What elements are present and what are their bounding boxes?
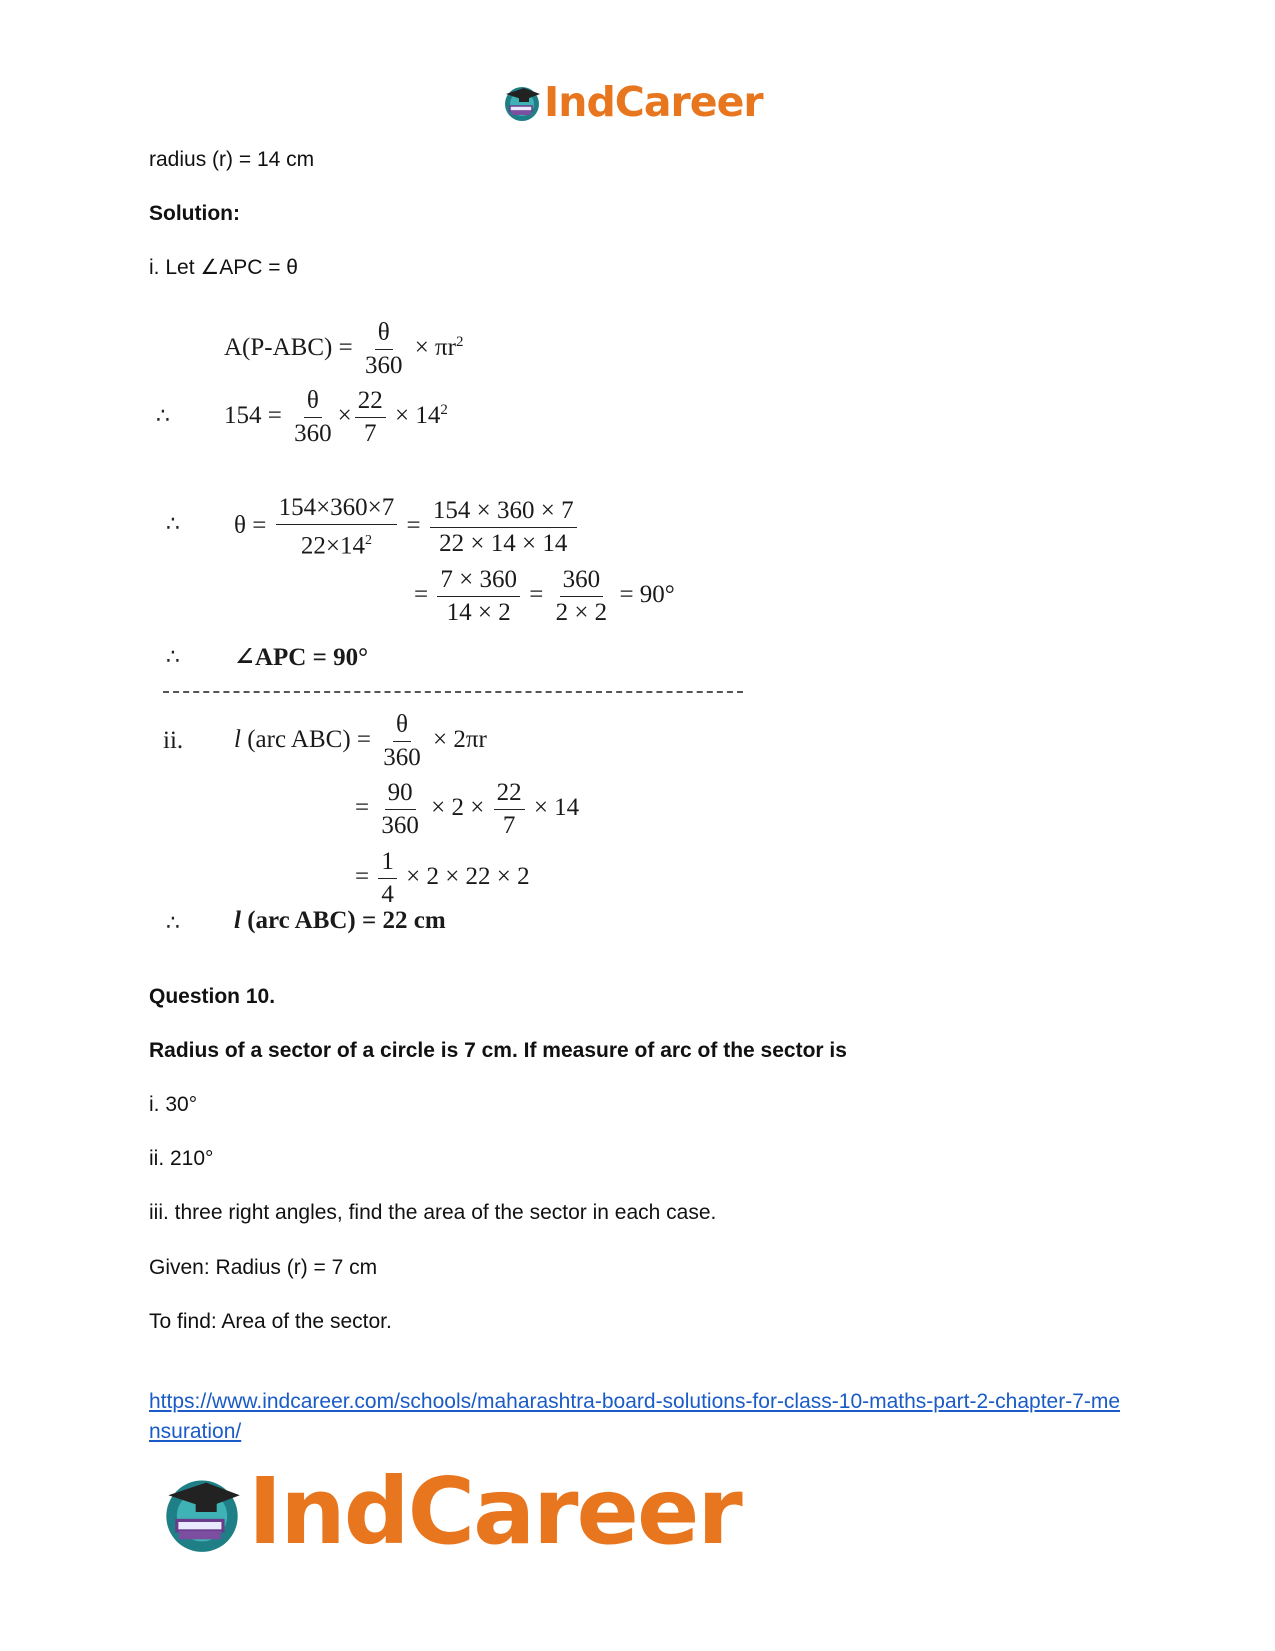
question-title: Question 10.: [149, 985, 276, 1008]
option-iii: iii. three right angles, find the area of the sector in each case.: [149, 1201, 717, 1224]
therefore-symbol: ∴: [166, 645, 180, 670]
source-link[interactable]: https://www.indcareer.com/schools/maharashtra-board-solutions-for-class-10-maths-part-2-chapter-7-mensuration/: [149, 1390, 1121, 1443]
fraction: $\frac{90}{360}$: [381, 779, 419, 839]
given-radius: radius (r) = 14 cm: [149, 148, 315, 171]
therefore-symbol: ∴: [166, 512, 180, 537]
logo-wordmark: IndCareer: [544, 78, 763, 126]
equation-substitution: 154 = $\frac{\theta}{360}$ × $\frac{22}{7}$ × $14^2$: [224, 387, 448, 447]
header-logo: [502, 78, 763, 126]
equation-theta-simplified: = $\frac{7 \times 360}{14 \times 2}$ = $\frac{360}{2 \times 2}$ = 90°: [414, 566, 675, 626]
graduation-cap-icon: [502, 82, 542, 122]
result-angle-apc: ∠APC = 90°: [234, 644, 369, 671]
footer-logo: [160, 1458, 741, 1565]
fraction: $\frac{7 \times 360}{14 \times 2}$: [437, 565, 520, 628]
equation-theta: θ = $\frac{154\times 360\times 7}{22\times 14^2}$ = $\frac{154 \times 360 \times 7}{22 \times 14 \times 14}$: [234, 493, 580, 561]
question-statement: Radius of a sector of a circle is 7 cm. If measure of arc of the sector is: [149, 1039, 847, 1062]
option-ii: ii. 210°: [149, 1147, 214, 1170]
fraction: $\frac{\theta}{360}$: [383, 711, 421, 771]
given-line: Given: Radius (r) = 7 cm: [149, 1256, 378, 1279]
part-ii-label: ii.: [163, 727, 184, 754]
fraction: $\frac{\theta}{360}$: [294, 387, 332, 447]
fraction: $\frac{154\times 360\times 7}{22\times 14^2}$: [276, 493, 398, 561]
therefore-symbol: ∴: [166, 911, 180, 936]
equation-arc-length: l (arc ABC) = $\frac{\theta}{360}$ × 2πr: [234, 711, 487, 771]
therefore-symbol: ∴: [156, 404, 170, 429]
option-i: i. 30°: [149, 1093, 198, 1116]
graduation-cap-icon: [160, 1470, 244, 1554]
eq1-lhs: A(P-ABC) =: [224, 334, 353, 362]
fraction: $\frac{154 \times 360 \times 7}{22 \times 14 \times 14}$: [430, 496, 577, 559]
part-i-intro: i. Let ∠APC = θ: [149, 256, 298, 279]
solution-heading: Solution:: [149, 202, 240, 225]
logo-wordmark: IndCareer: [248, 1458, 741, 1565]
fraction: $\frac{22}{7}$: [355, 386, 386, 449]
fraction: $\frac{22}{7}$: [494, 778, 525, 841]
equation-arc-substitution: = $\frac{90}{360}$ × 2 × $\frac{22}{7}$ × 14: [355, 779, 580, 839]
fraction: $\frac{360}{2 \times 2}$: [555, 566, 608, 626]
equation-arc-simplified: = $\frac{1}{4}$ × 2 × 22 × 2: [355, 848, 530, 908]
equation-sector-area: A(P-ABC) = $\frac{\theta}{360}$ × $\pi r^2$: [224, 319, 464, 379]
to-find-line: To find: Area of the sector.: [149, 1310, 392, 1333]
section-divider: [163, 691, 743, 693]
eq1-rhs: × πr: [414, 334, 456, 362]
fraction: $\frac{\theta}{360}$: [364, 319, 403, 379]
result-arc-length: l (arc ABC) = 22 cm: [234, 907, 446, 934]
fraction: $\frac{1}{4}$: [378, 847, 397, 910]
